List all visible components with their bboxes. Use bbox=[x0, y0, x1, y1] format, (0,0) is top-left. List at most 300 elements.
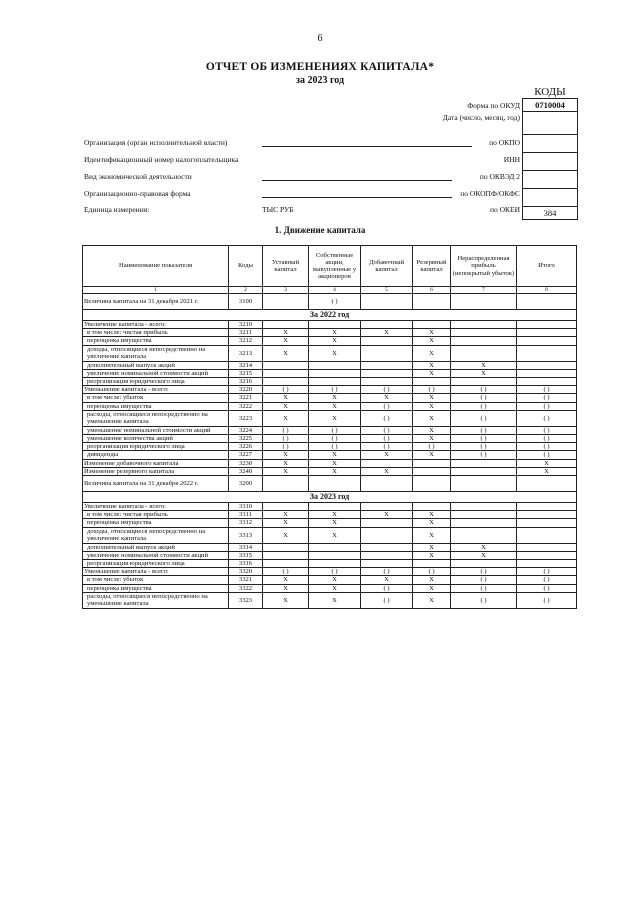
table-cell: ( ) bbox=[263, 435, 309, 443]
table-cell: ( ) bbox=[451, 426, 517, 434]
table-cell: ( ) bbox=[517, 584, 577, 592]
table-cell bbox=[413, 560, 451, 568]
table-cell: ( ) bbox=[451, 584, 517, 592]
row-code: 3316 bbox=[229, 560, 263, 568]
row-name: Уменьшение капитала - всего: bbox=[83, 386, 229, 394]
row-name: увеличение номинальной стоимости акций bbox=[83, 551, 229, 559]
row-name: переоценка имущества bbox=[83, 337, 229, 345]
label-okved: по ОКВЭД 2 bbox=[479, 172, 520, 181]
table-cell: X bbox=[263, 519, 309, 527]
table-row bbox=[83, 592, 577, 608]
row-code: 3220 bbox=[229, 386, 263, 394]
table-cell bbox=[263, 476, 309, 492]
header-code: Коды bbox=[229, 246, 263, 287]
row-code: 3310 bbox=[229, 503, 263, 511]
table-cell bbox=[413, 459, 451, 467]
row-code: 3100 bbox=[229, 294, 263, 310]
table-cell bbox=[451, 378, 517, 386]
label-legal-form: Организационно-правовая форма bbox=[84, 189, 191, 198]
page-title: ОТЧЕТ ОБ ИЗМЕНЕНИЯХ КАПИТАЛА* bbox=[205, 61, 435, 73]
label-activity: Вид экономической деятельности bbox=[84, 172, 192, 181]
row-code: 3312 bbox=[229, 519, 263, 527]
index-cell: 4 bbox=[309, 287, 361, 294]
table-row bbox=[83, 551, 577, 559]
table-cell bbox=[361, 337, 413, 345]
table-cell: ( ) bbox=[361, 386, 413, 394]
label-okpo: по ОКПО bbox=[489, 138, 520, 147]
table-cell bbox=[263, 503, 309, 511]
table-cell: ( ) bbox=[517, 435, 577, 443]
row-name: переоценка имущества bbox=[83, 584, 229, 592]
table-cell: X bbox=[413, 584, 451, 592]
table-cell: ( ) bbox=[413, 386, 451, 394]
rows-opening bbox=[83, 294, 577, 310]
row-code: 3200 bbox=[229, 476, 263, 492]
table-row bbox=[83, 443, 577, 451]
row-code: 3211 bbox=[229, 329, 263, 337]
label-organization: Организация (орган исполнительной власти) bbox=[84, 138, 228, 147]
table-cell: X bbox=[451, 369, 517, 377]
table-cell: ( ) bbox=[451, 443, 517, 451]
table-cell: ( ) bbox=[451, 386, 517, 394]
table-row bbox=[83, 568, 577, 576]
table-cell bbox=[451, 321, 517, 329]
table-cell: ( ) bbox=[361, 402, 413, 410]
table-cell: X bbox=[413, 402, 451, 410]
year-row bbox=[83, 310, 577, 321]
table-row bbox=[83, 511, 577, 519]
table-cell: X bbox=[413, 435, 451, 443]
table-row bbox=[83, 503, 577, 511]
row-name: Уменьшение капитала - всего: bbox=[83, 568, 229, 576]
row-code: 3213 bbox=[229, 345, 263, 361]
row-code: 3226 bbox=[229, 443, 263, 451]
table-cell bbox=[263, 560, 309, 568]
table-cell: ( ) bbox=[263, 426, 309, 434]
year-2023-label: За 2023 год bbox=[83, 492, 577, 503]
table-cell: X bbox=[413, 551, 451, 559]
table-cell bbox=[309, 560, 361, 568]
table-row bbox=[83, 459, 577, 467]
table-row bbox=[83, 386, 577, 394]
table-cell: X bbox=[263, 592, 309, 608]
table-row bbox=[83, 576, 577, 584]
table-cell: ( ) bbox=[413, 568, 451, 576]
table-cell bbox=[517, 519, 577, 527]
table-cell bbox=[517, 329, 577, 337]
table-cell: ( ) bbox=[361, 443, 413, 451]
table-cell: X bbox=[263, 410, 309, 426]
code-okopf bbox=[523, 189, 577, 207]
table-cell: ( ) bbox=[451, 435, 517, 443]
row-name: Величина капитала на 31 декабря 2022 г. bbox=[83, 476, 229, 492]
table-row bbox=[83, 467, 577, 475]
table-cell bbox=[361, 369, 413, 377]
year-row bbox=[83, 492, 577, 503]
table-cell: ( ) bbox=[517, 402, 577, 410]
row-code: 3230 bbox=[229, 459, 263, 467]
table-row bbox=[83, 394, 577, 402]
table-cell: ( ) bbox=[517, 443, 577, 451]
table-cell bbox=[263, 361, 309, 369]
row-code: 3216 bbox=[229, 378, 263, 386]
organization-line bbox=[262, 146, 472, 147]
table-cell: ( ) bbox=[451, 402, 517, 410]
index-cell: 6 bbox=[413, 287, 451, 294]
row-name: дополнительный выпуск акций bbox=[83, 543, 229, 551]
table-cell: ( ) bbox=[361, 584, 413, 592]
row-name: Изменение резервного капитала bbox=[83, 467, 229, 475]
table-cell bbox=[309, 321, 361, 329]
table-cell: ( ) bbox=[263, 386, 309, 394]
table-row bbox=[83, 560, 577, 568]
table-row bbox=[83, 321, 577, 329]
table-cell: X bbox=[309, 451, 361, 459]
table-row bbox=[83, 476, 577, 492]
table-cell bbox=[451, 337, 517, 345]
table-cell: X bbox=[413, 361, 451, 369]
table-cell: ( ) bbox=[451, 410, 517, 426]
table-cell: X bbox=[263, 451, 309, 459]
header-row bbox=[83, 246, 577, 287]
table-cell bbox=[361, 476, 413, 492]
row-name: дополнительный выпуск акций bbox=[83, 361, 229, 369]
row-code: 3224 bbox=[229, 426, 263, 434]
code-okved bbox=[523, 171, 577, 189]
table-cell: X bbox=[309, 519, 361, 527]
table-cell: ( ) bbox=[361, 568, 413, 576]
activity-line bbox=[262, 180, 452, 181]
table-cell bbox=[361, 543, 413, 551]
table-cell: X bbox=[451, 551, 517, 559]
table-cell: X bbox=[361, 329, 413, 337]
label-okud: Форма по ОКУД bbox=[467, 101, 520, 110]
table-cell bbox=[361, 527, 413, 543]
page-number: 6 bbox=[317, 33, 323, 44]
table-cell: X bbox=[451, 361, 517, 369]
table-cell bbox=[361, 459, 413, 467]
table-cell: X bbox=[413, 410, 451, 426]
row-code: 3314 bbox=[229, 543, 263, 551]
code-okei: 384 bbox=[543, 208, 557, 218]
table-row bbox=[83, 378, 577, 386]
table-cell bbox=[361, 551, 413, 559]
table-cell: ( ) bbox=[451, 568, 517, 576]
table-cell bbox=[263, 294, 309, 310]
table-cell: ( ) bbox=[361, 592, 413, 608]
row-code: 3311 bbox=[229, 511, 263, 519]
table-cell: X bbox=[309, 527, 361, 543]
index-cell: 1 bbox=[83, 287, 229, 294]
table-cell bbox=[263, 378, 309, 386]
table-cell bbox=[309, 551, 361, 559]
table-cell: X bbox=[263, 459, 309, 467]
table-cell bbox=[451, 503, 517, 511]
table-cell: ( ) bbox=[517, 386, 577, 394]
table-cell: X bbox=[263, 329, 309, 337]
table-cell bbox=[263, 369, 309, 377]
table-cell bbox=[309, 378, 361, 386]
table-cell: X bbox=[309, 467, 361, 475]
table-cell: X bbox=[361, 576, 413, 584]
row-code: 3240 bbox=[229, 467, 263, 475]
table-row bbox=[83, 410, 577, 426]
capital-table bbox=[82, 245, 577, 609]
table-row bbox=[83, 451, 577, 459]
table-cell: ( ) bbox=[517, 568, 577, 576]
index-cell: 8 bbox=[517, 287, 577, 294]
row-code: 3321 bbox=[229, 576, 263, 584]
row-name: расходы, относящиеся непосредственно на уменьшение капитала bbox=[83, 410, 229, 426]
table-cell bbox=[413, 321, 451, 329]
table-cell: X bbox=[309, 345, 361, 361]
table-row bbox=[83, 361, 577, 369]
table-cell: ( ) bbox=[451, 592, 517, 608]
table-cell: ( ) bbox=[361, 410, 413, 426]
table-cell: X bbox=[413, 543, 451, 551]
row-name: в том числе: чистая прибыль bbox=[83, 511, 229, 519]
table-cell bbox=[517, 294, 577, 310]
table-cell bbox=[517, 345, 577, 361]
table-cell: X bbox=[263, 337, 309, 345]
row-name: увеличение номинальной стоимости акций bbox=[83, 369, 229, 377]
table-cell bbox=[361, 294, 413, 310]
table-row bbox=[83, 337, 577, 345]
row-name: Величина капитала на 31 декабря 2021 г. bbox=[83, 294, 229, 310]
table-cell: ( ) bbox=[309, 435, 361, 443]
table-cell: X bbox=[309, 394, 361, 402]
row-code: 3323 bbox=[229, 592, 263, 608]
table-cell bbox=[517, 476, 577, 492]
table-cell: ( ) bbox=[517, 426, 577, 434]
table-cell: X bbox=[361, 511, 413, 519]
table-cell: X bbox=[413, 426, 451, 434]
row-code: 3212 bbox=[229, 337, 263, 345]
table-cell: X bbox=[309, 576, 361, 584]
table-cell bbox=[517, 361, 577, 369]
row-name: реорганизация юридического лица bbox=[83, 443, 229, 451]
table-cell bbox=[517, 551, 577, 559]
table-row bbox=[83, 519, 577, 527]
code-inn bbox=[523, 153, 577, 171]
table-row bbox=[83, 402, 577, 410]
row-code: 3225 bbox=[229, 435, 263, 443]
index-cell: 2 bbox=[229, 287, 263, 294]
table-row bbox=[83, 329, 577, 337]
table-cell: ( ) bbox=[517, 394, 577, 402]
table-cell: ( ) bbox=[451, 451, 517, 459]
table-cell: X bbox=[263, 511, 309, 519]
row-code: 3210 bbox=[229, 321, 263, 329]
table-cell: ( ) bbox=[361, 435, 413, 443]
table-cell: X bbox=[263, 467, 309, 475]
row-code: 3214 bbox=[229, 361, 263, 369]
table-cell bbox=[517, 527, 577, 543]
row-code: 3320 bbox=[229, 568, 263, 576]
code-okpo bbox=[523, 135, 577, 153]
table-row bbox=[83, 543, 577, 551]
row-name: уменьшение номинальной стоимости акций bbox=[83, 426, 229, 434]
table-cell bbox=[309, 476, 361, 492]
table-cell bbox=[517, 321, 577, 329]
table-cell bbox=[517, 378, 577, 386]
index-cell: 5 bbox=[361, 287, 413, 294]
row-code: 3223 bbox=[229, 410, 263, 426]
table-cell bbox=[451, 467, 517, 475]
header-retained: Нераспределенная прибыль (непокрытый убыток) bbox=[451, 246, 517, 287]
row-name: в том числе: чистая прибыль bbox=[83, 329, 229, 337]
table-cell: X bbox=[263, 345, 309, 361]
table-cell bbox=[451, 476, 517, 492]
index-cell: 3 bbox=[263, 287, 309, 294]
table-cell bbox=[361, 519, 413, 527]
table-cell: X bbox=[263, 576, 309, 584]
table-cell: ( ) bbox=[413, 443, 451, 451]
table-row bbox=[83, 345, 577, 361]
table-cell: X bbox=[309, 459, 361, 467]
row-name: расходы, относящиеся непосредственно на уменьшение капитала bbox=[83, 592, 229, 608]
table-cell bbox=[517, 503, 577, 511]
table-row bbox=[83, 584, 577, 592]
table-cell bbox=[517, 337, 577, 345]
label-unit: Единица измерения: bbox=[84, 205, 150, 214]
table-cell: X bbox=[413, 394, 451, 402]
table-cell: X bbox=[413, 451, 451, 459]
table-row bbox=[83, 369, 577, 377]
code-okud: 0710004 bbox=[523, 99, 577, 112]
row-name: реорганизация юридического лица bbox=[83, 560, 229, 568]
row-code: 3221 bbox=[229, 394, 263, 402]
table-cell bbox=[361, 560, 413, 568]
code-date bbox=[523, 112, 577, 135]
table-row bbox=[83, 527, 577, 543]
table-cell bbox=[309, 503, 361, 511]
table-cell bbox=[451, 459, 517, 467]
table-cell: X bbox=[413, 345, 451, 361]
table-cell bbox=[309, 543, 361, 551]
table-cell bbox=[451, 527, 517, 543]
table-cell bbox=[361, 503, 413, 511]
header-own-shares: Собственные акции, выкупленные у акционеров bbox=[309, 246, 361, 287]
table-cell: ( ) bbox=[309, 386, 361, 394]
row-name: доходы, относящиеся непосредственно на увеличение капитала bbox=[83, 527, 229, 543]
table-cell bbox=[413, 378, 451, 386]
label-inn-name: Идентификационный номер налогоплательщика bbox=[84, 155, 239, 164]
table-cell: X bbox=[517, 459, 577, 467]
table-cell: ( ) bbox=[309, 568, 361, 576]
table-cell: X bbox=[309, 402, 361, 410]
row-name: доходы, относящиеся непосредственно на увеличение капитала bbox=[83, 345, 229, 361]
row-name: в том числе: убыток bbox=[83, 394, 229, 402]
row-code: 3315 bbox=[229, 551, 263, 559]
row-name: в том числе: убыток bbox=[83, 576, 229, 584]
table-cell bbox=[361, 345, 413, 361]
table-cell: ( ) bbox=[517, 451, 577, 459]
table-cell: X bbox=[263, 394, 309, 402]
label-date: Дата (число, месяц, год) bbox=[442, 113, 520, 122]
table-cell: ( ) bbox=[451, 576, 517, 584]
codes-header: КОДЫ bbox=[534, 86, 566, 98]
table-cell bbox=[361, 361, 413, 369]
index-cell: 7 bbox=[451, 287, 517, 294]
row-code: 3227 bbox=[229, 451, 263, 459]
row-name: Увеличение капитала - всего: bbox=[83, 503, 229, 511]
row-code: 3313 bbox=[229, 527, 263, 543]
table-cell: X bbox=[413, 511, 451, 519]
table-cell: ( ) bbox=[361, 426, 413, 434]
row-name: реорганизация юридического лица bbox=[83, 378, 229, 386]
row-name: Изменение добавочного капитала bbox=[83, 459, 229, 467]
table-cell: X bbox=[309, 337, 361, 345]
table-cell: ( ) bbox=[451, 394, 517, 402]
table-cell: X bbox=[413, 337, 451, 345]
table-cell: X bbox=[361, 451, 413, 459]
header-reserve: Резервный капитал bbox=[413, 246, 451, 287]
table-cell: X bbox=[309, 511, 361, 519]
table-cell bbox=[309, 369, 361, 377]
table-cell bbox=[451, 560, 517, 568]
index-row bbox=[83, 287, 577, 294]
table-cell bbox=[517, 560, 577, 568]
table-cell bbox=[361, 378, 413, 386]
header-name: Наименование показателя bbox=[83, 246, 229, 287]
table-cell: X bbox=[263, 402, 309, 410]
table-cell bbox=[517, 543, 577, 551]
label-okopf: по ОКОПФ/ОКФС bbox=[460, 189, 520, 198]
row-name: дивиденды bbox=[83, 451, 229, 459]
table-cell: X bbox=[263, 584, 309, 592]
unit-value: ТЫС РУБ bbox=[262, 205, 294, 214]
header-charter: Уставный капитал bbox=[263, 246, 309, 287]
codes-column bbox=[522, 98, 578, 220]
table-cell: X bbox=[309, 592, 361, 608]
table-cell bbox=[413, 476, 451, 492]
row-name: Увеличение капитала - всего: bbox=[83, 321, 229, 329]
table-cell bbox=[263, 321, 309, 329]
row-code: 3215 bbox=[229, 369, 263, 377]
row-name: уменьшение количества акций bbox=[83, 435, 229, 443]
table-cell bbox=[263, 551, 309, 559]
table-cell: X bbox=[309, 410, 361, 426]
table-row bbox=[83, 294, 577, 310]
table-cell bbox=[451, 519, 517, 527]
table-cell: ( ) bbox=[517, 592, 577, 608]
table-cell: ( ) bbox=[517, 576, 577, 584]
table-cell bbox=[309, 361, 361, 369]
table-cell: X bbox=[451, 543, 517, 551]
legal-form-line bbox=[262, 197, 452, 198]
table-row bbox=[83, 435, 577, 443]
table-cell: X bbox=[361, 394, 413, 402]
table-cell: ( ) bbox=[263, 568, 309, 576]
row-code: 3222 bbox=[229, 402, 263, 410]
table-cell bbox=[413, 294, 451, 310]
table-cell: ( ) bbox=[309, 443, 361, 451]
table-cell: ( ) bbox=[517, 410, 577, 426]
row-name: переоценка имущества bbox=[83, 402, 229, 410]
table-row bbox=[83, 426, 577, 434]
table-cell: ( ) bbox=[263, 443, 309, 451]
table-cell: X bbox=[413, 576, 451, 584]
header-total: Итого bbox=[517, 246, 577, 287]
table-cell: X bbox=[413, 527, 451, 543]
table-cell bbox=[517, 369, 577, 377]
table-cell: X bbox=[517, 467, 577, 475]
section-title: 1. Движение капитала bbox=[274, 225, 366, 235]
rows-2023 bbox=[83, 503, 577, 609]
table-cell: X bbox=[413, 369, 451, 377]
label-okei: по ОКЕИ bbox=[489, 205, 520, 214]
